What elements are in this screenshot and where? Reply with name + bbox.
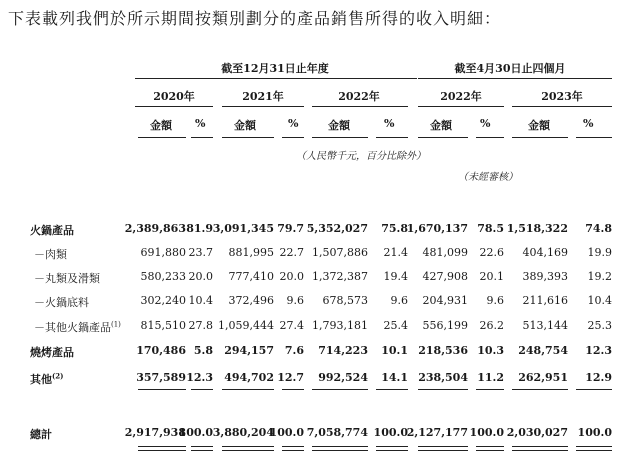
table-row <box>0 294 640 312</box>
cell-amount-2021: 3,091,345 <box>212 222 274 235</box>
cell-pct-2023-apr: 74.8 <box>585 222 612 235</box>
table-row <box>0 344 640 362</box>
table-row <box>0 371 640 389</box>
year-rule-2022-apr <box>418 106 504 107</box>
cell-amount-2022: 1,372,387 <box>312 270 368 283</box>
total-rule-2 <box>138 450 186 451</box>
subtotal-rule <box>418 389 468 390</box>
cell-pct-2022: 100.0 <box>373 426 408 439</box>
cell-pct-2021: 79.7 <box>277 222 304 235</box>
cell-pct-2022-apr: 26.2 <box>479 319 504 332</box>
cell-pct-2021: 12.7 <box>277 371 304 384</box>
year-header-2022-apr: 2022年 <box>440 90 482 103</box>
cell-amount-2022-apr: 556,199 <box>422 319 468 332</box>
total-rule-2 <box>512 450 568 451</box>
year-header-2020: 2020年 <box>153 90 195 103</box>
total-rule-2 <box>418 450 468 451</box>
sub-header-pct-2021: % <box>288 117 299 130</box>
total-rule-2 <box>312 450 368 451</box>
cell-pct-2021: 100.0 <box>269 426 304 439</box>
cell-amount-2023-apr: 262,951 <box>518 371 568 384</box>
row-label-text: 火鍋產品 <box>30 224 74 237</box>
footnote-marker: (1) <box>111 320 121 329</box>
total-rule-2 <box>376 450 408 451</box>
cell-pct-2021: 20.0 <box>279 270 304 283</box>
total-rule-2 <box>476 450 504 451</box>
row-label <box>30 371 64 387</box>
cell-amount-2020: 357,589 <box>136 371 186 384</box>
sub-rule-amount-2020 <box>138 137 186 138</box>
total-rule-1 <box>418 446 468 447</box>
total-rule-2 <box>282 450 304 451</box>
cell-amount-2021: 777,410 <box>228 270 274 283</box>
total-rule-1 <box>138 446 186 447</box>
cell-pct-2020: 10.4 <box>188 294 213 307</box>
year-rule-2023-apr <box>512 106 612 107</box>
cell-pct-2022-apr: 22.6 <box>479 246 504 259</box>
cell-amount-2023-apr: 248,754 <box>518 344 568 357</box>
cell-pct-2023-apr: 19.9 <box>587 246 612 259</box>
cell-pct-2021: 7.6 <box>284 344 304 357</box>
total-rule-1 <box>576 446 612 447</box>
year-rule-2020 <box>135 106 213 107</box>
subtotal-rule <box>191 389 213 390</box>
sub-rule-pct-2023-apr <box>576 137 612 138</box>
cell-amount-2021: 372,496 <box>228 294 274 307</box>
sub-rule-amount-2023-apr <box>512 137 568 138</box>
table-row <box>0 319 640 337</box>
unit-note: （人民幣千元，百分比除外） <box>296 151 426 162</box>
cell-amount-2023-apr: 389,393 <box>522 270 568 283</box>
sub-rule-amount-2022 <box>312 137 368 138</box>
row-label <box>34 246 67 262</box>
sub-header-pct-2022: % <box>384 117 395 130</box>
cell-amount-2023-apr: 2,030,027 <box>506 426 568 439</box>
cell-pct-2023-apr: 100.0 <box>577 426 612 439</box>
total-rule-2 <box>222 450 274 451</box>
table-row <box>0 270 640 288</box>
sub-rule-pct-2021 <box>282 137 304 138</box>
cell-amount-2020: 170,486 <box>136 344 186 357</box>
sub-header-pct-2020: % <box>195 117 206 130</box>
cell-pct-2021: 27.4 <box>279 319 304 332</box>
cell-amount-2022: 1,507,886 <box>312 246 368 259</box>
cell-pct-2020: 81.9 <box>186 222 213 235</box>
cell-pct-2020: 23.7 <box>188 246 213 259</box>
group-rule-apr <box>418 78 612 79</box>
intro-text: 下表載列我們於所示期間按類別劃分的產品銷售所得的收入明細： <box>8 9 502 28</box>
sub-rule-pct-2022 <box>376 137 408 138</box>
subtotal-rule <box>222 389 274 390</box>
cell-amount-2021: 294,157 <box>224 344 274 357</box>
sub-rule-pct-2022-apr <box>476 137 504 138</box>
sub-header-amount-2022: 金額 <box>328 119 350 132</box>
unaudited-note: （未經審核） <box>458 172 518 183</box>
cell-amount-2022-apr: 218,536 <box>418 344 468 357</box>
cell-amount-2022: 992,524 <box>318 371 368 384</box>
sub-header-amount-2020: 金額 <box>150 119 172 132</box>
cell-pct-2022: 21.4 <box>383 246 408 259</box>
cell-amount-2020: 2,917,938 <box>124 426 186 439</box>
cell-amount-2022-apr: 481,099 <box>422 246 468 259</box>
cell-amount-2022: 678,573 <box>322 294 368 307</box>
cell-pct-2022-apr: 100.0 <box>469 426 504 439</box>
row-label-text: －丸類及滑類 <box>34 272 100 285</box>
cell-pct-2020: 20.0 <box>188 270 213 283</box>
subtotal-rule <box>376 389 408 390</box>
cell-amount-2022: 714,223 <box>318 344 368 357</box>
table-row <box>0 246 640 264</box>
sub-rule-pct-2020 <box>191 137 213 138</box>
cell-pct-2022: 25.4 <box>383 319 408 332</box>
cell-pct-2022-apr: 20.1 <box>479 270 504 283</box>
total-rule-2 <box>576 450 612 451</box>
subtotal-rule <box>138 389 186 390</box>
cell-pct-2023-apr: 12.9 <box>585 371 612 384</box>
sub-header-amount-2021: 金額 <box>234 119 256 132</box>
cell-amount-2020: 691,880 <box>140 246 186 259</box>
row-label-text: －其他火鍋產品 <box>34 321 111 334</box>
cell-amount-2022-apr: 2,127,177 <box>406 426 468 439</box>
cell-pct-2022: 14.1 <box>381 371 408 384</box>
cell-pct-2022: 9.6 <box>390 294 408 307</box>
cell-amount-2022: 7,058,774 <box>306 426 368 439</box>
row-label-text: 燒烤產品 <box>30 346 74 359</box>
row-label-text: 總計 <box>30 428 52 441</box>
year-rule-2022 <box>312 106 408 107</box>
cell-pct-2023-apr: 19.2 <box>587 270 612 283</box>
table-row <box>0 426 640 444</box>
total-rule-1 <box>512 446 568 447</box>
table-row <box>0 222 640 240</box>
total-rule-1 <box>282 446 304 447</box>
cell-amount-2021: 494,702 <box>224 371 274 384</box>
cell-amount-2021: 3,880,204 <box>212 426 274 439</box>
cell-amount-2022-apr: 427,908 <box>422 270 468 283</box>
row-label <box>30 344 74 360</box>
cell-pct-2020: 100.0 <box>178 426 213 439</box>
total-rule-1 <box>476 446 504 447</box>
footnote-marker: (2) <box>52 371 64 381</box>
cell-amount-2022-apr: 1,670,137 <box>406 222 468 235</box>
cell-amount-2023-apr: 211,616 <box>522 294 568 307</box>
cell-amount-2020: 302,240 <box>140 294 186 307</box>
cell-amount-2023-apr: 404,169 <box>522 246 568 259</box>
sub-header-pct-2023-apr: % <box>583 117 594 130</box>
year-header-2022: 2022年 <box>338 90 380 103</box>
cell-amount-2023-apr: 513,144 <box>522 319 568 332</box>
group-header-apr: 截至4月30日止四個月 <box>454 62 566 75</box>
cell-amount-2022-apr: 204,931 <box>422 294 468 307</box>
cell-pct-2020: 5.8 <box>193 344 213 357</box>
cell-amount-2020: 815,510 <box>140 319 186 332</box>
cell-pct-2020: 27.8 <box>188 319 213 332</box>
cell-amount-2020: 2,389,863 <box>124 222 186 235</box>
subtotal-rule <box>512 389 568 390</box>
cell-pct-2021: 22.7 <box>279 246 304 259</box>
cell-pct-2022: 75.8 <box>381 222 408 235</box>
row-label <box>34 270 100 286</box>
total-rule-1 <box>191 446 213 447</box>
subtotal-rule <box>476 389 504 390</box>
cell-pct-2022-apr: 9.6 <box>486 294 504 307</box>
subtotal-rule <box>312 389 368 390</box>
row-label <box>34 319 121 335</box>
cell-amount-2022-apr: 238,504 <box>418 371 468 384</box>
sub-rule-amount-2022-apr <box>418 137 468 138</box>
subtotal-rule <box>282 389 304 390</box>
row-label <box>30 222 74 238</box>
cell-amount-2022: 5,352,027 <box>306 222 368 235</box>
subtotal-rule <box>576 389 612 390</box>
cell-pct-2022-apr: 10.3 <box>477 344 504 357</box>
row-label <box>34 294 89 310</box>
group-rule-dec <box>135 78 417 79</box>
sub-header-amount-2023-apr: 金額 <box>528 119 550 132</box>
total-rule-1 <box>312 446 368 447</box>
cell-pct-2023-apr: 12.3 <box>585 344 612 357</box>
year-rule-2021 <box>222 106 304 107</box>
cell-pct-2022: 10.1 <box>381 344 408 357</box>
sub-rule-amount-2021 <box>222 137 274 138</box>
cell-amount-2022: 1,793,181 <box>312 319 368 332</box>
group-header-dec: 截至12月31日止年度 <box>221 62 329 75</box>
row-label-text: 其他 <box>30 373 52 386</box>
cell-amount-2021: 1,059,444 <box>218 319 274 332</box>
cell-amount-2020: 580,233 <box>140 270 186 283</box>
cell-amount-2023-apr: 1,518,322 <box>506 222 568 235</box>
row-label <box>30 426 52 442</box>
cell-pct-2023-apr: 10.4 <box>587 294 612 307</box>
row-label-text: －火鍋底料 <box>34 296 89 309</box>
cell-pct-2023-apr: 25.3 <box>587 319 612 332</box>
total-rule-1 <box>376 446 408 447</box>
total-rule-2 <box>191 450 213 451</box>
year-header-2021: 2021年 <box>242 90 284 103</box>
cell-amount-2021: 881,995 <box>228 246 274 259</box>
cell-pct-2020: 12.3 <box>186 371 213 384</box>
sub-header-pct-2022-apr: % <box>480 117 491 130</box>
cell-pct-2021: 9.6 <box>286 294 304 307</box>
total-rule-1 <box>222 446 274 447</box>
cell-pct-2022-apr: 11.2 <box>477 371 504 384</box>
sub-header-amount-2022-apr: 金額 <box>430 119 452 132</box>
cell-pct-2022-apr: 78.5 <box>477 222 504 235</box>
row-label-text: －肉類 <box>34 248 67 261</box>
year-header-2023-apr: 2023年 <box>541 90 583 103</box>
cell-pct-2022: 19.4 <box>383 270 408 283</box>
